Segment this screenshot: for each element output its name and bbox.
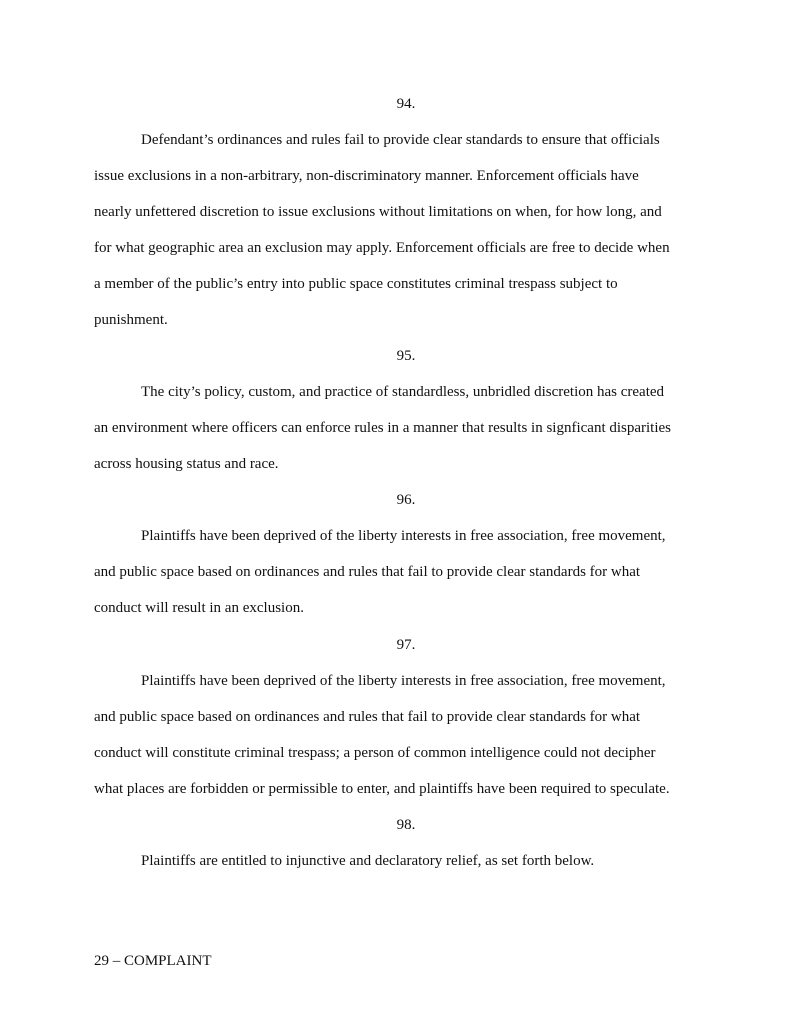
paragraph-line: what places are forbidden or permissible to enter, and plaintiffs have been required to speculate. xyxy=(94,781,670,797)
paragraph-line: and public space based on ordinances and rules that fail to provide clear standards for what xyxy=(94,564,641,580)
paragraph-number: 94. xyxy=(396,96,416,112)
paragraph-line: Plaintiffs have been deprived of the liberty interests in free association, free movement, xyxy=(141,673,666,689)
paragraph-number: 95. xyxy=(396,348,416,364)
paragraph-line: nearly unfettered discretion to issue exclusions without limitations on when, for how long, and xyxy=(94,204,662,220)
paragraph-line: Defendant’s ordinances and rules fail to provide clear standards to ensure that officials xyxy=(141,132,660,148)
paragraph-line: for what geographic area an exclusion may apply. Enforcement officials are free to decide when xyxy=(94,240,670,256)
paragraph-line: punishment. xyxy=(94,312,168,328)
paragraph-number: 96. xyxy=(396,492,416,508)
paragraph-line: issue exclusions in a non-arbitrary, non-discriminatory manner. Enforcement officials have xyxy=(94,168,639,184)
paragraph-line: conduct will constitute criminal trespass; a person of common intelligence could not decipher xyxy=(94,745,656,761)
paragraph-number: 97. xyxy=(396,637,416,653)
paragraph-line: Plaintiffs are entitled to injunctive and declaratory relief, as set forth below. xyxy=(141,853,595,869)
paragraph-line: an environment where officers can enforce rules in a manner that results in signficant disparities xyxy=(94,420,672,436)
paragraph-number: 98. xyxy=(396,817,416,833)
paragraph-line: a member of the public’s entry into public space constitutes criminal trespass subject to xyxy=(94,276,618,292)
paragraph-line: Plaintiffs have been deprived of the liberty interests in free association, free movement, xyxy=(141,528,666,544)
paragraph-line: The city’s policy, custom, and practice of standardless, unbridled discretion has created xyxy=(141,384,665,400)
page-footer: 29 – COMPLAINT xyxy=(94,953,212,969)
paragraph-line: across housing status and race. xyxy=(94,456,279,472)
paragraph-line: conduct will result in an exclusion. xyxy=(94,600,304,616)
paragraph-line: and public space based on ordinances and rules that fail to provide clear standards for what xyxy=(94,709,641,725)
